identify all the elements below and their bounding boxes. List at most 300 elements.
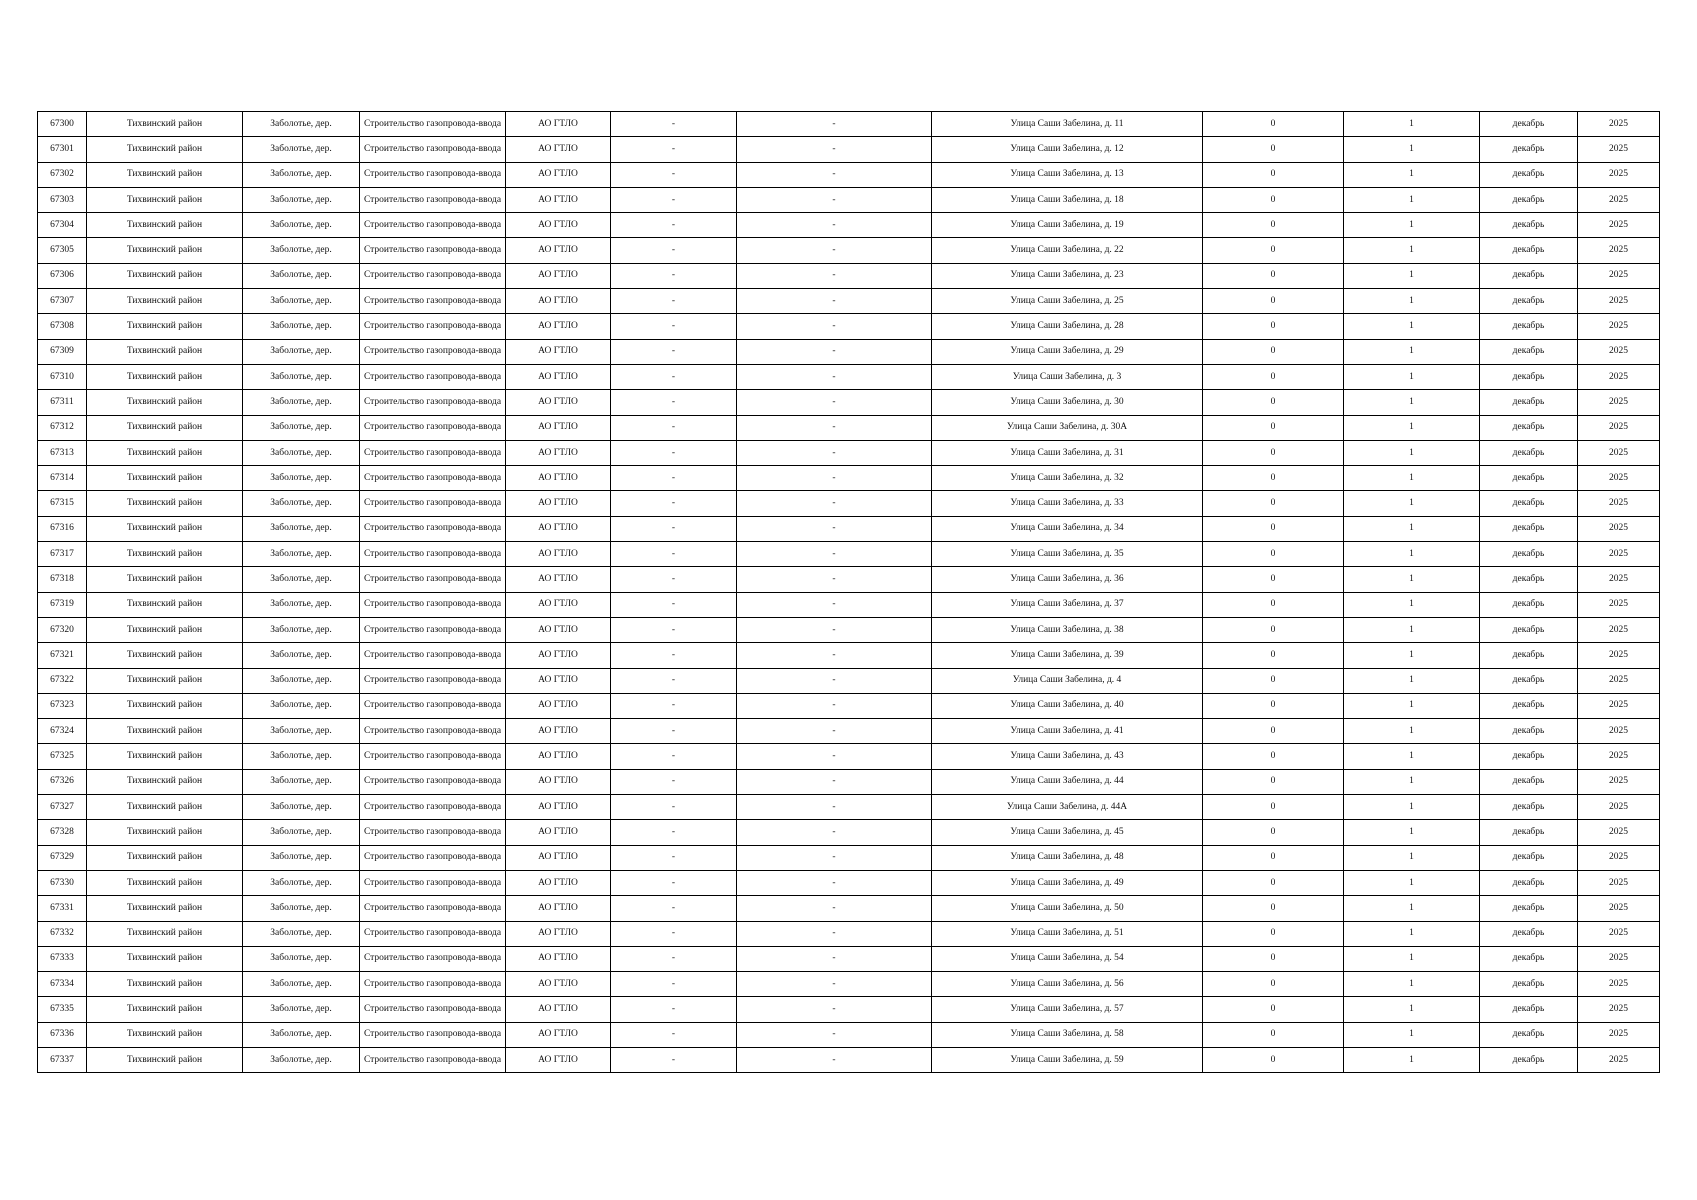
cell-count-a: 0 xyxy=(1203,314,1344,339)
cell-district: Тихвинский район xyxy=(87,921,243,946)
cell-count-b: 1 xyxy=(1344,415,1480,440)
cell-organization: АО ГТЛО xyxy=(506,795,611,820)
cell-year: 2025 xyxy=(1578,617,1660,642)
cell-work-type: Строительство газопровода-ввода xyxy=(360,137,506,162)
cell-address: Улица Саши Забелина, д. 4 xyxy=(932,668,1203,693)
cell-field6: - xyxy=(611,946,737,971)
cell-year: 2025 xyxy=(1578,972,1660,997)
cell-organization: АО ГТЛО xyxy=(506,870,611,895)
cell-work-type: Строительство газопровода-ввода xyxy=(360,263,506,288)
cell-field7: - xyxy=(737,238,932,263)
cell-district: Тихвинский район xyxy=(87,415,243,440)
cell-address: Улица Саши Забелина, д. 38 xyxy=(932,617,1203,642)
table-row xyxy=(38,946,1660,971)
cell-count-a: 0 xyxy=(1203,946,1344,971)
cell-field7: - xyxy=(737,668,932,693)
cell-address: Улица Саши Забелина, д. 23 xyxy=(932,263,1203,288)
table-row xyxy=(38,213,1660,238)
cell-field7: - xyxy=(737,1047,932,1072)
cell-locality: Заболотье, дер. xyxy=(243,668,360,693)
cell-month: декабрь xyxy=(1480,213,1578,238)
cell-address: Улица Саши Забелина, д. 33 xyxy=(932,491,1203,516)
cell-id: 67320 xyxy=(38,617,87,642)
cell-field7: - xyxy=(737,339,932,364)
cell-month: декабрь xyxy=(1480,693,1578,718)
cell-year: 2025 xyxy=(1578,997,1660,1022)
cell-field6: - xyxy=(611,314,737,339)
cell-work-type: Строительство газопровода-ввода xyxy=(360,820,506,845)
cell-organization: АО ГТЛО xyxy=(506,1022,611,1047)
cell-field7: - xyxy=(737,213,932,238)
cell-address: Улица Саши Забелина, д. 59 xyxy=(932,1047,1203,1072)
cell-count-a: 0 xyxy=(1203,339,1344,364)
cell-address: Улица Саши Забелина, д. 31 xyxy=(932,440,1203,465)
cell-organization: АО ГТЛО xyxy=(506,567,611,592)
cell-field7: - xyxy=(737,567,932,592)
cell-district: Тихвинский район xyxy=(87,946,243,971)
cell-year: 2025 xyxy=(1578,162,1660,187)
cell-address: Улица Саши Забелина, д. 11 xyxy=(932,112,1203,137)
cell-organization: АО ГТЛО xyxy=(506,516,611,541)
cell-address: Улица Саши Забелина, д. 28 xyxy=(932,314,1203,339)
cell-address: Улица Саши Забелина, д. 3 xyxy=(932,364,1203,389)
cell-field7: - xyxy=(737,1022,932,1047)
cell-work-type: Строительство газопровода-ввода xyxy=(360,339,506,364)
cell-month: декабрь xyxy=(1480,112,1578,137)
cell-work-type: Строительство газопровода-ввода xyxy=(360,112,506,137)
table-row xyxy=(38,719,1660,744)
cell-work-type: Строительство газопровода-ввода xyxy=(360,213,506,238)
cell-district: Тихвинский район xyxy=(87,693,243,718)
cell-id: 67302 xyxy=(38,162,87,187)
cell-year: 2025 xyxy=(1578,1047,1660,1072)
cell-id: 67311 xyxy=(38,390,87,415)
cell-district: Тихвинский район xyxy=(87,364,243,389)
cell-year: 2025 xyxy=(1578,112,1660,137)
cell-field7: - xyxy=(737,187,932,212)
cell-month: декабрь xyxy=(1480,238,1578,263)
cell-count-a: 0 xyxy=(1203,693,1344,718)
cell-field7: - xyxy=(737,415,932,440)
cell-field6: - xyxy=(611,187,737,212)
cell-year: 2025 xyxy=(1578,213,1660,238)
cell-field6: - xyxy=(611,516,737,541)
cell-organization: АО ГТЛО xyxy=(506,946,611,971)
cell-field7: - xyxy=(737,845,932,870)
cell-field7: - xyxy=(737,390,932,415)
cell-organization: АО ГТЛО xyxy=(506,263,611,288)
cell-work-type: Строительство газопровода-ввода xyxy=(360,516,506,541)
table-row xyxy=(38,845,1660,870)
cell-month: декабрь xyxy=(1480,592,1578,617)
cell-locality: Заболотье, дер. xyxy=(243,263,360,288)
cell-address: Улица Саши Забелина, д. 30А xyxy=(932,415,1203,440)
cell-id: 67305 xyxy=(38,238,87,263)
cell-id: 67326 xyxy=(38,769,87,794)
cell-field6: - xyxy=(611,415,737,440)
table-row xyxy=(38,972,1660,997)
cell-month: декабрь xyxy=(1480,668,1578,693)
cell-count-b: 1 xyxy=(1344,516,1480,541)
cell-district: Тихвинский район xyxy=(87,617,243,642)
cell-id: 67336 xyxy=(38,1022,87,1047)
cell-count-a: 0 xyxy=(1203,1022,1344,1047)
cell-field6: - xyxy=(611,592,737,617)
cell-address: Улица Саши Забелина, д. 39 xyxy=(932,643,1203,668)
cell-id: 67323 xyxy=(38,693,87,718)
table-row xyxy=(38,137,1660,162)
cell-id: 67314 xyxy=(38,466,87,491)
cell-organization: АО ГТЛО xyxy=(506,491,611,516)
cell-work-type: Строительство газопровода-ввода xyxy=(360,946,506,971)
cell-year: 2025 xyxy=(1578,946,1660,971)
cell-organization: АО ГТЛО xyxy=(506,112,611,137)
cell-count-b: 1 xyxy=(1344,592,1480,617)
cell-year: 2025 xyxy=(1578,263,1660,288)
cell-work-type: Строительство газопровода-ввода xyxy=(360,668,506,693)
cell-count-a: 0 xyxy=(1203,516,1344,541)
cell-field6: - xyxy=(611,769,737,794)
cell-count-b: 1 xyxy=(1344,187,1480,212)
cell-locality: Заболотье, дер. xyxy=(243,187,360,212)
cell-work-type: Строительство газопровода-ввода xyxy=(360,921,506,946)
cell-district: Тихвинский район xyxy=(87,289,243,314)
cell-locality: Заболотье, дер. xyxy=(243,870,360,895)
cell-organization: АО ГТЛО xyxy=(506,213,611,238)
cell-locality: Заболотье, дер. xyxy=(243,112,360,137)
cell-count-b: 1 xyxy=(1344,820,1480,845)
cell-count-b: 1 xyxy=(1344,1047,1480,1072)
cell-count-b: 1 xyxy=(1344,769,1480,794)
cell-count-a: 0 xyxy=(1203,112,1344,137)
cell-address: Улица Саши Забелина, д. 48 xyxy=(932,845,1203,870)
cell-locality: Заболотье, дер. xyxy=(243,314,360,339)
cell-address: Улица Саши Забелина, д. 43 xyxy=(932,744,1203,769)
cell-year: 2025 xyxy=(1578,187,1660,212)
cell-locality: Заболотье, дер. xyxy=(243,972,360,997)
cell-organization: АО ГТЛО xyxy=(506,289,611,314)
cell-organization: АО ГТЛО xyxy=(506,896,611,921)
cell-locality: Заболотье, дер. xyxy=(243,415,360,440)
cell-count-a: 0 xyxy=(1203,491,1344,516)
cell-count-a: 0 xyxy=(1203,769,1344,794)
cell-id: 67309 xyxy=(38,339,87,364)
cell-count-b: 1 xyxy=(1344,693,1480,718)
cell-district: Тихвинский район xyxy=(87,112,243,137)
cell-work-type: Строительство газопровода-ввода xyxy=(360,364,506,389)
cell-count-a: 0 xyxy=(1203,820,1344,845)
cell-count-b: 1 xyxy=(1344,845,1480,870)
cell-field7: - xyxy=(737,693,932,718)
cell-year: 2025 xyxy=(1578,820,1660,845)
cell-district: Тихвинский район xyxy=(87,896,243,921)
cell-field6: - xyxy=(611,364,737,389)
cell-month: декабрь xyxy=(1480,972,1578,997)
cell-field6: - xyxy=(611,289,737,314)
cell-count-a: 0 xyxy=(1203,896,1344,921)
cell-locality: Заболотье, дер. xyxy=(243,567,360,592)
cell-address: Улица Саши Забелина, д. 57 xyxy=(932,997,1203,1022)
cell-field7: - xyxy=(737,112,932,137)
cell-month: декабрь xyxy=(1480,137,1578,162)
cell-month: декабрь xyxy=(1480,744,1578,769)
cell-id: 67330 xyxy=(38,870,87,895)
table-row xyxy=(38,112,1660,137)
cell-organization: АО ГТЛО xyxy=(506,744,611,769)
cell-field7: - xyxy=(737,744,932,769)
cell-count-a: 0 xyxy=(1203,415,1344,440)
cell-year: 2025 xyxy=(1578,390,1660,415)
cell-work-type: Строительство газопровода-ввода xyxy=(360,744,506,769)
cell-field6: - xyxy=(611,137,737,162)
cell-id: 67331 xyxy=(38,896,87,921)
cell-field7: - xyxy=(737,592,932,617)
table-row xyxy=(38,516,1660,541)
cell-count-a: 0 xyxy=(1203,238,1344,263)
cell-id: 67313 xyxy=(38,440,87,465)
cell-organization: АО ГТЛО xyxy=(506,137,611,162)
cell-id: 67334 xyxy=(38,972,87,997)
cell-locality: Заболотье, дер. xyxy=(243,744,360,769)
cell-count-b: 1 xyxy=(1344,617,1480,642)
cell-district: Тихвинский район xyxy=(87,542,243,567)
cell-field6: - xyxy=(611,744,737,769)
cell-address: Улица Саши Забелина, д. 18 xyxy=(932,187,1203,212)
table-row xyxy=(38,238,1660,263)
cell-organization: АО ГТЛО xyxy=(506,921,611,946)
table-row xyxy=(38,339,1660,364)
table-row xyxy=(38,542,1660,567)
table-row xyxy=(38,187,1660,212)
cell-field6: - xyxy=(611,921,737,946)
cell-work-type: Строительство газопровода-ввода xyxy=(360,440,506,465)
cell-address: Улица Саши Забелина, д. 50 xyxy=(932,896,1203,921)
cell-district: Тихвинский район xyxy=(87,1022,243,1047)
cell-field7: - xyxy=(737,896,932,921)
cell-count-a: 0 xyxy=(1203,997,1344,1022)
cell-count-b: 1 xyxy=(1344,870,1480,895)
table-row xyxy=(38,567,1660,592)
cell-count-a: 0 xyxy=(1203,289,1344,314)
cell-address: Улица Саши Забелина, д. 51 xyxy=(932,921,1203,946)
cell-month: декабрь xyxy=(1480,896,1578,921)
cell-field7: - xyxy=(737,289,932,314)
cell-locality: Заболотье, дер. xyxy=(243,921,360,946)
cell-work-type: Строительство газопровода-ввода xyxy=(360,896,506,921)
cell-work-type: Строительство газопровода-ввода xyxy=(360,187,506,212)
table-row xyxy=(38,896,1660,921)
cell-district: Тихвинский район xyxy=(87,592,243,617)
cell-field7: - xyxy=(737,137,932,162)
cell-district: Тихвинский район xyxy=(87,744,243,769)
cell-id: 67328 xyxy=(38,820,87,845)
cell-address: Улица Саши Забелина, д. 32 xyxy=(932,466,1203,491)
table-row xyxy=(38,643,1660,668)
cell-locality: Заболотье, дер. xyxy=(243,946,360,971)
cell-organization: АО ГТЛО xyxy=(506,643,611,668)
cell-count-b: 1 xyxy=(1344,921,1480,946)
cell-year: 2025 xyxy=(1578,769,1660,794)
cell-count-a: 0 xyxy=(1203,187,1344,212)
cell-count-b: 1 xyxy=(1344,896,1480,921)
cell-month: декабрь xyxy=(1480,314,1578,339)
cell-district: Тихвинский район xyxy=(87,390,243,415)
cell-count-a: 0 xyxy=(1203,1047,1344,1072)
cell-month: декабрь xyxy=(1480,643,1578,668)
table-row xyxy=(38,390,1660,415)
cell-count-a: 0 xyxy=(1203,567,1344,592)
cell-id: 67306 xyxy=(38,263,87,288)
cell-month: декабрь xyxy=(1480,820,1578,845)
cell-count-b: 1 xyxy=(1344,643,1480,668)
cell-count-a: 0 xyxy=(1203,137,1344,162)
cell-count-b: 1 xyxy=(1344,491,1480,516)
cell-field7: - xyxy=(737,769,932,794)
cell-id: 67303 xyxy=(38,187,87,212)
cell-field6: - xyxy=(611,263,737,288)
cell-month: декабрь xyxy=(1480,415,1578,440)
cell-district: Тихвинский район xyxy=(87,263,243,288)
cell-field7: - xyxy=(737,542,932,567)
cell-field6: - xyxy=(611,162,737,187)
cell-district: Тихвинский район xyxy=(87,972,243,997)
cell-district: Тихвинский район xyxy=(87,668,243,693)
cell-count-a: 0 xyxy=(1203,440,1344,465)
cell-locality: Заболотье, дер. xyxy=(243,162,360,187)
register-table-body xyxy=(38,112,1660,1073)
table-row xyxy=(38,364,1660,389)
cell-id: 67337 xyxy=(38,1047,87,1072)
cell-field7: - xyxy=(737,972,932,997)
cell-count-b: 1 xyxy=(1344,364,1480,389)
cell-organization: АО ГТЛО xyxy=(506,972,611,997)
cell-field7: - xyxy=(737,870,932,895)
cell-field7: - xyxy=(737,466,932,491)
table-row xyxy=(38,314,1660,339)
cell-count-a: 0 xyxy=(1203,162,1344,187)
cell-work-type: Строительство газопровода-ввода xyxy=(360,1022,506,1047)
cell-id: 67319 xyxy=(38,592,87,617)
cell-month: декабрь xyxy=(1480,617,1578,642)
cell-organization: АО ГТЛО xyxy=(506,162,611,187)
cell-year: 2025 xyxy=(1578,693,1660,718)
cell-locality: Заболотье, дер. xyxy=(243,643,360,668)
cell-year: 2025 xyxy=(1578,668,1660,693)
cell-organization: АО ГТЛО xyxy=(506,415,611,440)
table-row xyxy=(38,997,1660,1022)
cell-field6: - xyxy=(611,643,737,668)
cell-work-type: Строительство газопровода-ввода xyxy=(360,845,506,870)
cell-work-type: Строительство газопровода-ввода xyxy=(360,592,506,617)
cell-district: Тихвинский район xyxy=(87,314,243,339)
cell-locality: Заболотье, дер. xyxy=(243,820,360,845)
cell-address: Улица Саши Забелина, д. 12 xyxy=(932,137,1203,162)
cell-field7: - xyxy=(737,364,932,389)
cell-year: 2025 xyxy=(1578,795,1660,820)
cell-district: Тихвинский район xyxy=(87,491,243,516)
cell-work-type: Строительство газопровода-ввода xyxy=(360,162,506,187)
cell-district: Тихвинский район xyxy=(87,870,243,895)
cell-organization: АО ГТЛО xyxy=(506,668,611,693)
cell-count-b: 1 xyxy=(1344,162,1480,187)
table-row xyxy=(38,592,1660,617)
cell-district: Тихвинский район xyxy=(87,440,243,465)
cell-locality: Заболотье, дер. xyxy=(243,339,360,364)
cell-organization: АО ГТЛО xyxy=(506,542,611,567)
cell-field7: - xyxy=(737,516,932,541)
cell-field7: - xyxy=(737,162,932,187)
cell-id: 67329 xyxy=(38,845,87,870)
cell-id: 67324 xyxy=(38,719,87,744)
cell-organization: АО ГТЛО xyxy=(506,820,611,845)
table-row xyxy=(38,693,1660,718)
cell-district: Тихвинский район xyxy=(87,466,243,491)
cell-field6: - xyxy=(611,1047,737,1072)
cell-address: Улица Саши Забелина, д. 19 xyxy=(932,213,1203,238)
cell-count-a: 0 xyxy=(1203,542,1344,567)
cell-count-b: 1 xyxy=(1344,390,1480,415)
cell-district: Тихвинский район xyxy=(87,162,243,187)
cell-field6: - xyxy=(611,997,737,1022)
cell-field6: - xyxy=(611,440,737,465)
cell-address: Улица Саши Забелина, д. 44А xyxy=(932,795,1203,820)
cell-work-type: Строительство газопровода-ввода xyxy=(360,542,506,567)
cell-organization: АО ГТЛО xyxy=(506,617,611,642)
cell-field7: - xyxy=(737,820,932,845)
cell-count-b: 1 xyxy=(1344,112,1480,137)
cell-count-a: 0 xyxy=(1203,668,1344,693)
cell-count-b: 1 xyxy=(1344,997,1480,1022)
cell-district: Тихвинский район xyxy=(87,820,243,845)
cell-count-b: 1 xyxy=(1344,668,1480,693)
cell-organization: АО ГТЛО xyxy=(506,314,611,339)
table-row xyxy=(38,769,1660,794)
cell-year: 2025 xyxy=(1578,415,1660,440)
cell-count-a: 0 xyxy=(1203,213,1344,238)
cell-address: Улица Саши Забелина, д. 25 xyxy=(932,289,1203,314)
cell-id: 67310 xyxy=(38,364,87,389)
cell-locality: Заболотье, дер. xyxy=(243,542,360,567)
cell-field7: - xyxy=(737,921,932,946)
cell-organization: АО ГТЛО xyxy=(506,364,611,389)
cell-district: Тихвинский район xyxy=(87,845,243,870)
register-table xyxy=(37,111,1660,1073)
cell-field7: - xyxy=(737,643,932,668)
cell-work-type: Строительство газопровода-ввода xyxy=(360,870,506,895)
cell-count-a: 0 xyxy=(1203,870,1344,895)
cell-year: 2025 xyxy=(1578,896,1660,921)
cell-count-b: 1 xyxy=(1344,542,1480,567)
cell-month: декабрь xyxy=(1480,769,1578,794)
cell-field7: - xyxy=(737,795,932,820)
cell-year: 2025 xyxy=(1578,364,1660,389)
cell-district: Тихвинский район xyxy=(87,213,243,238)
cell-year: 2025 xyxy=(1578,744,1660,769)
cell-organization: АО ГТЛО xyxy=(506,466,611,491)
cell-field6: - xyxy=(611,1022,737,1047)
cell-year: 2025 xyxy=(1578,643,1660,668)
cell-address: Улица Саши Забелина, д. 13 xyxy=(932,162,1203,187)
cell-organization: АО ГТЛО xyxy=(506,440,611,465)
cell-field6: - xyxy=(611,238,737,263)
cell-count-b: 1 xyxy=(1344,567,1480,592)
cell-address: Улица Саши Забелина, д. 40 xyxy=(932,693,1203,718)
cell-field7: - xyxy=(737,946,932,971)
cell-field6: - xyxy=(611,213,737,238)
cell-month: декабрь xyxy=(1480,491,1578,516)
cell-month: декабрь xyxy=(1480,187,1578,212)
cell-year: 2025 xyxy=(1578,921,1660,946)
